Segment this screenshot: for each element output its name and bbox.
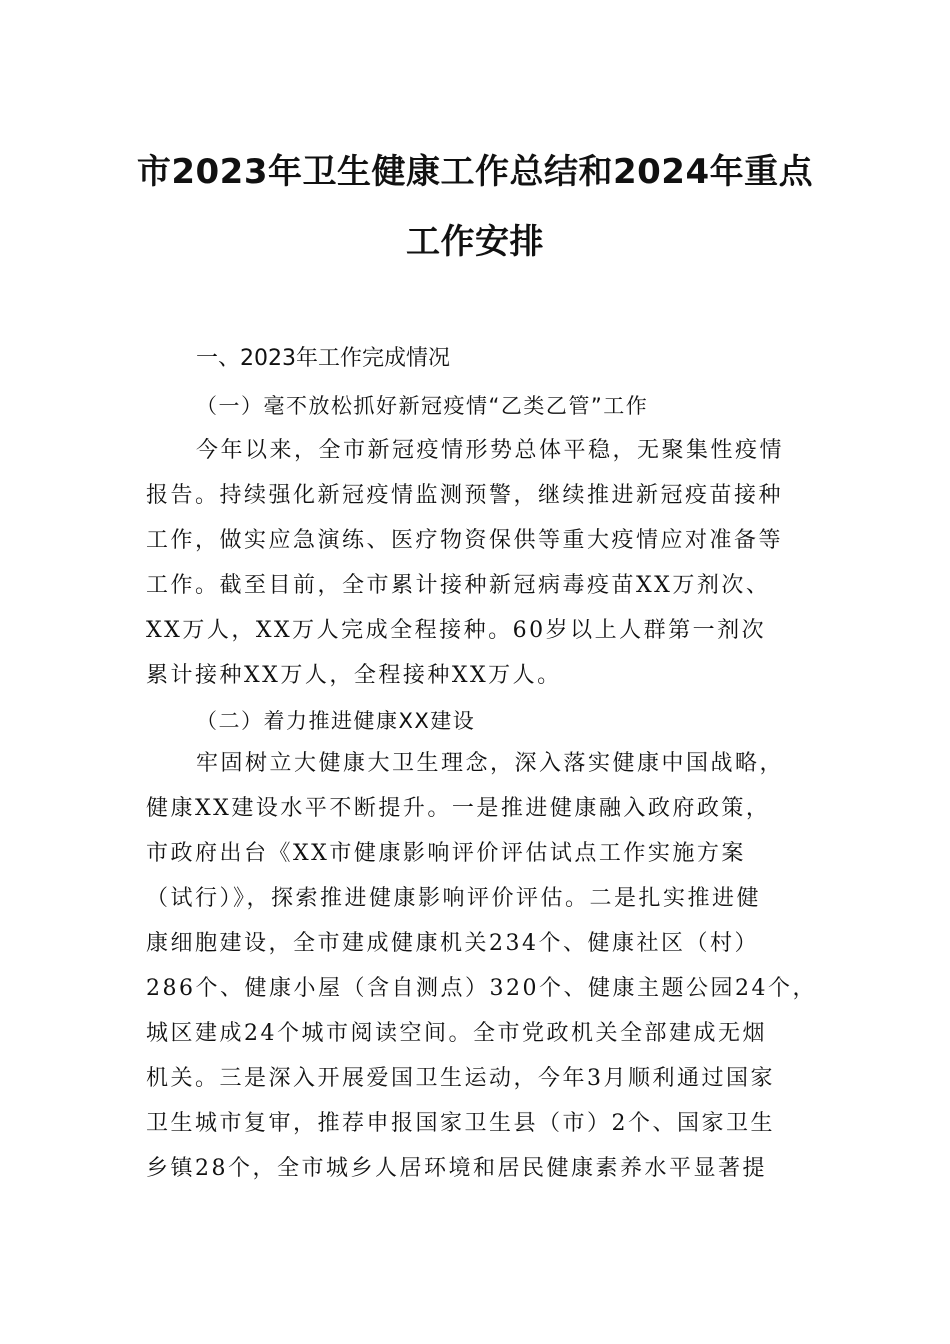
paragraph-line: 牢固树立大健康大卫生理念，深入落实健康中国战略，: [196, 751, 785, 776]
document-title-line-1: 市2023年卫生健康工作总结和2024年重点: [136, 152, 814, 192]
paragraph-line: 286个、健康小屋（含自测点）320个、健康主题公园24个，: [146, 976, 817, 1001]
paragraph-line: 报告。持续强化新冠疫情监测预警，继续推进新冠疫苗接种: [146, 483, 784, 508]
paragraph-line: 累计接种XX万人，全程接种XX万人。: [146, 663, 562, 688]
paragraph-line: 城区建成24个城市阅读空间。全市党政机关全部建成无烟: [146, 1021, 767, 1046]
paragraph-line: 康细胞建设，全市建成健康机关234个、健康社区（村）: [146, 931, 759, 956]
section-heading-1: 一、2023年工作完成情况: [196, 346, 450, 371]
paragraph-line: （试行）》，探索推进健康影响评价评估。二是扎实推进健: [146, 886, 762, 911]
subsection-heading-2: （二）着力推进健康XX建设: [196, 709, 476, 733]
paragraph-line: 工作，做实应急演练、医疗物资保供等重大疫情应对准备等: [146, 528, 784, 553]
paragraph-line: XX万人，XX万人完成全程接种。60岁以上人群第一剂次: [146, 618, 767, 643]
paragraph-line: 市政府出台《XX市健康影响评价评估试点工作实施方案: [146, 841, 746, 866]
subsection-heading-1: （一）毫不放松抓好新冠疫情“乙类乙管”工作: [196, 394, 649, 418]
paragraph-line: 乡镇28个，全市城乡人居环境和居民健康素养水平显著提: [146, 1156, 767, 1181]
paragraph-line: 今年以来，全市新冠疫情形势总体平稳，无聚集性疫情: [196, 438, 785, 463]
paragraph-line: 卫生城市复审，推荐申报国家卫生县（市）2个、国家卫生: [146, 1111, 775, 1136]
paragraph-line: 健康XX建设水平不断提升。一是推进健康融入政府政策，: [146, 796, 771, 821]
paragraph-line: 工作。截至目前，全市累计接种新冠病毒疫苗XX万剂次、: [146, 573, 771, 598]
document-title-line-2: 工作安排: [406, 222, 544, 262]
paragraph-line: 机关。三是深入开展爱国卫生运动，今年3月顺利通过国家: [146, 1066, 775, 1091]
